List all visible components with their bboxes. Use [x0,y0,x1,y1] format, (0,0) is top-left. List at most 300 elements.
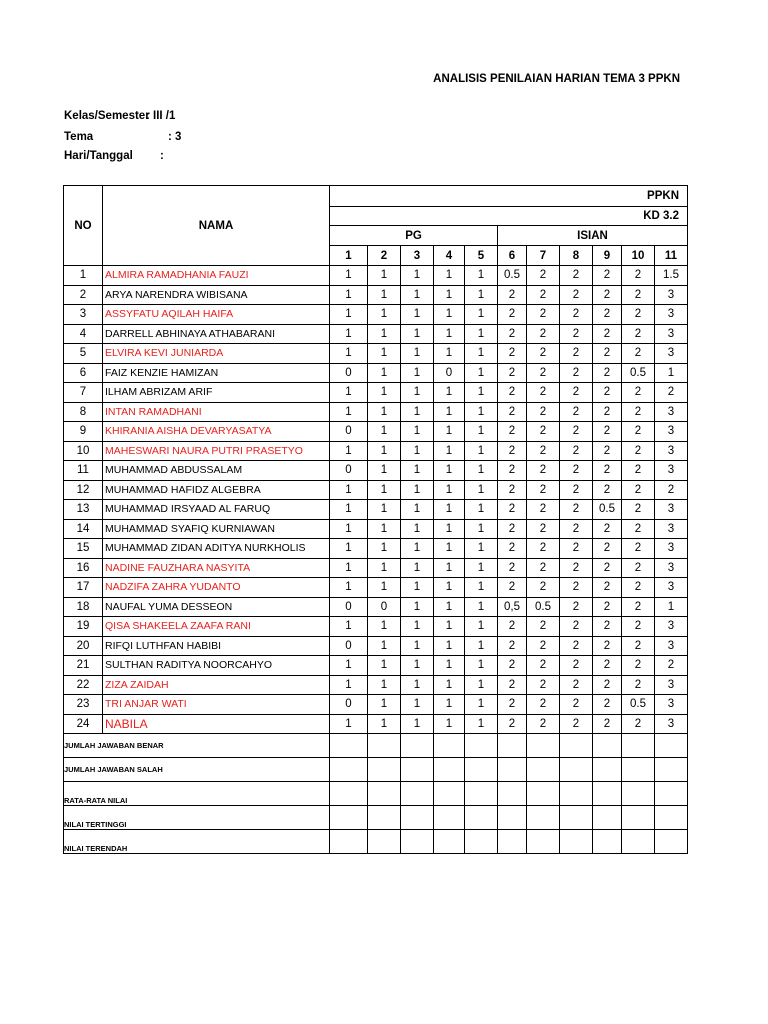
score-cell: 1 [434,324,465,344]
score-cell: 1 [465,539,498,559]
score-cell: 2 [622,441,655,461]
score-cell: 2 [527,305,560,325]
score-cell: 1 [401,266,434,286]
summary-cell [330,806,368,830]
score-cell: 2 [527,636,560,656]
score-cell: 2 [498,519,527,539]
score-cell: 2 [560,578,593,598]
score-cell: 1 [465,285,498,305]
score-cell: 2 [560,558,593,578]
kelas-label: Kelas/Semester [64,110,150,122]
student-number: 19 [64,617,103,637]
summary-row [64,734,688,758]
score-cell: 2 [498,675,527,695]
question-number-header: 10 [622,246,655,266]
summary-row [64,830,688,854]
page-title: ANALISIS PENILAIAN HARIAN TEMA 3 PPKN [433,73,680,85]
score-cell: 2 [498,539,527,559]
score-cell: 1 [465,266,498,286]
summary-cell [527,830,560,854]
score-cell: 2 [560,636,593,656]
score-cell: 1 [434,714,465,734]
summary-cell [593,806,622,830]
score-cell: 1 [368,266,401,286]
score-cell: 2 [622,480,655,500]
summary-cell [560,734,593,758]
score-cell: 1 [330,324,368,344]
score-cell: 0 [330,422,368,442]
summary-cell [655,830,688,854]
student-row [64,558,688,578]
question-number-header: 11 [655,246,688,266]
score-cell: 1 [401,344,434,364]
summary-row [64,806,688,830]
score-cell: 2 [593,578,622,598]
summary-cell [527,806,560,830]
score-cell: 1 [330,578,368,598]
score-cell: 1 [434,597,465,617]
score-cell: 2 [593,519,622,539]
summary-label: JUMLAH JAWABAN SALAH [64,758,330,782]
student-row [64,402,688,422]
student-number: 8 [64,402,103,422]
student-row [64,344,688,364]
score-cell: 1 [465,714,498,734]
student-row [64,363,688,383]
summary-cell [434,806,465,830]
score-cell: 3 [655,441,688,461]
score-cell: 1 [330,519,368,539]
summary-cell [401,758,434,782]
score-cell: 2 [527,285,560,305]
score-cell: 1 [368,402,401,422]
score-cell: 2 [593,656,622,676]
student-row [64,324,688,344]
score-cell: 1 [330,441,368,461]
summary-cell [330,734,368,758]
score-cell: 1 [655,363,688,383]
score-cell: 2 [560,675,593,695]
student-name: ZIZA ZAIDAH [103,675,330,695]
student-name: ALMIRA RAMADHANIA FAUZI [103,266,330,286]
student-name: KHIRANIA AISHA DEVARYASATYA [103,422,330,442]
score-cell: 2 [527,266,560,286]
score-cell: 1 [368,558,401,578]
student-number: 11 [64,461,103,481]
summary-row [64,758,688,782]
summary-cell [622,830,655,854]
score-cell: 1 [368,363,401,383]
score-cell: 2 [527,363,560,383]
summary-cell [498,782,527,806]
score-cell: 1 [368,519,401,539]
score-cell: 2 [560,441,593,461]
header-pg: PG [330,226,498,246]
score-cell: 1 [465,324,498,344]
score-cell: 1 [465,675,498,695]
score-cell: 1 [465,441,498,461]
score-cell: 1 [330,480,368,500]
score-cell: 2 [498,383,527,403]
student-row [64,617,688,637]
score-cell: 2 [622,539,655,559]
kelas-value: : III /1 [146,110,176,122]
score-cell: 1 [330,675,368,695]
score-cell: 1 [330,656,368,676]
summary-row [64,782,688,806]
student-row [64,578,688,598]
score-cell: 2 [498,480,527,500]
score-cell: 2 [655,480,688,500]
student-name: NADZIFA ZAHRA YUDANTO [103,578,330,598]
score-cell: 2 [527,656,560,676]
score-cell: 2 [622,558,655,578]
score-cell: 1 [434,422,465,442]
score-cell: 3 [655,402,688,422]
score-cell: 2 [622,344,655,364]
score-cell: 2 [527,324,560,344]
score-cell: 1 [465,422,498,442]
score-cell: 1 [434,285,465,305]
score-cell: 2 [498,461,527,481]
score-cell: 1 [401,383,434,403]
score-cell: 1 [434,558,465,578]
student-number: 4 [64,324,103,344]
summary-label: NILAI TERENDAH [64,830,330,854]
summary-cell [368,782,401,806]
summary-cell [655,758,688,782]
score-cell: 1 [368,539,401,559]
student-number: 21 [64,656,103,676]
score-cell: 2 [560,383,593,403]
summary-cell [560,806,593,830]
score-cell: 1 [434,519,465,539]
score-cell: 3 [655,285,688,305]
summary-cell [465,782,498,806]
score-cell: 2 [622,383,655,403]
score-cell: 2 [560,363,593,383]
score-cell: 2 [527,383,560,403]
student-name: RIFQI LUTHFAN HABIBI [103,636,330,656]
summary-cell [498,758,527,782]
score-cell: 1.5 [655,266,688,286]
score-cell: 1 [401,617,434,637]
hari-label: Hari/Tanggal [64,150,133,162]
score-cell: 2 [498,285,527,305]
summary-label: JUMLAH JAWABAN BENAR [64,734,330,758]
score-cell: 2 [560,305,593,325]
student-row [64,285,688,305]
score-cell: 2 [498,402,527,422]
score-cell: 1 [368,675,401,695]
score-cell: 2 [593,714,622,734]
score-cell: 2 [622,305,655,325]
score-cell: 2 [498,695,527,715]
score-cell: 2 [593,324,622,344]
student-number: 7 [64,383,103,403]
score-cell: 2 [593,675,622,695]
score-cell: 2 [593,695,622,715]
header-isian: ISIAN [498,226,688,246]
score-cell: 1 [434,636,465,656]
student-row [64,480,688,500]
summary-cell [622,806,655,830]
summary-cell [465,758,498,782]
score-cell: 1 [434,305,465,325]
score-cell: 2 [527,558,560,578]
score-cell: 1 [401,714,434,734]
summary-cell [527,734,560,758]
student-number: 3 [64,305,103,325]
score-cell: 1 [465,305,498,325]
score-cell: 3 [655,558,688,578]
student-row [64,422,688,442]
student-number: 22 [64,675,103,695]
score-cell: 1 [401,500,434,520]
score-cell: 1 [368,422,401,442]
score-cell: 3 [655,344,688,364]
score-cell: 0.5 [622,363,655,383]
summary-cell [368,758,401,782]
student-row [64,695,688,715]
score-cell: 1 [330,714,368,734]
score-cell: 1 [434,266,465,286]
score-cell: 1 [465,363,498,383]
score-cell: 2 [622,617,655,637]
student-number: 10 [64,441,103,461]
score-cell: 2 [498,500,527,520]
score-cell: 2 [593,539,622,559]
score-cell: 1 [434,344,465,364]
question-number-header: 8 [560,246,593,266]
score-cell: 2 [622,461,655,481]
student-name: MAHESWARI NAURA PUTRI PRASETYO [103,441,330,461]
score-cell: 1 [368,324,401,344]
score-cell: 1 [434,578,465,598]
score-cell: 1 [434,441,465,461]
question-number-header: 3 [401,246,434,266]
summary-cell [622,782,655,806]
score-cell: 1 [465,695,498,715]
score-cell: 2 [498,714,527,734]
student-name: MUHAMMAD SYAFIQ KURNIAWAN [103,519,330,539]
summary-cell [401,806,434,830]
student-number: 6 [64,363,103,383]
question-number-header: 1 [330,246,368,266]
score-cell: 1 [434,383,465,403]
score-cell: 1 [330,383,368,403]
score-cell: 3 [655,324,688,344]
score-cell: 0.5 [527,597,560,617]
student-name: ASSYFATU AQILAH HAIFA [103,305,330,325]
student-number: 23 [64,695,103,715]
score-cell: 2 [527,461,560,481]
score-cell: 1 [465,344,498,364]
question-number-header: 9 [593,246,622,266]
score-cell: 2 [527,500,560,520]
student-name: QISA SHAKEELA ZAAFA RANI [103,617,330,637]
question-number-header: 6 [498,246,527,266]
score-cell: 2 [527,539,560,559]
score-cell: 1 [465,558,498,578]
score-cell: 1 [368,617,401,637]
score-cell: 2 [498,441,527,461]
score-cell: 1 [368,305,401,325]
summary-cell [655,806,688,830]
score-cell: 2 [560,617,593,637]
student-name: ILHAM ABRIZAM ARIF [103,383,330,403]
summary-cell [368,734,401,758]
score-cell: 1 [401,402,434,422]
summary-cell [622,758,655,782]
score-cell: 1 [368,285,401,305]
score-cell: 2 [622,578,655,598]
student-number: 18 [64,597,103,617]
score-cell: 3 [655,636,688,656]
score-table [63,185,688,854]
student-name: NABILA [103,714,330,734]
score-cell: 1 [368,441,401,461]
score-cell: 3 [655,500,688,520]
score-cell: 2 [498,617,527,637]
score-cell: 1 [330,558,368,578]
student-row [64,539,688,559]
score-cell: 1 [401,285,434,305]
score-cell: 3 [655,461,688,481]
score-cell: 1 [330,285,368,305]
summary-label: RATA-RATA NILAI [64,782,330,806]
summary-cell [498,830,527,854]
student-name: DARRELL ABHINAYA ATHABARANI [103,324,330,344]
student-number: 20 [64,636,103,656]
score-cell: 3 [655,539,688,559]
score-cell: 1 [465,383,498,403]
score-cell: 3 [655,714,688,734]
score-cell: 1 [465,402,498,422]
score-cell: 1 [330,305,368,325]
score-cell: 1 [401,422,434,442]
header-nama: NAMA [103,186,330,266]
score-cell: 1 [434,675,465,695]
score-cell: 2 [560,461,593,481]
student-name: INTAN RAMADHANI [103,402,330,422]
score-cell: 2 [527,578,560,598]
student-name: ARYA NARENDRA WIBISANA [103,285,330,305]
score-cell: 1 [434,480,465,500]
student-number: 24 [64,714,103,734]
summary-cell [593,758,622,782]
student-row [64,383,688,403]
score-cell: 2 [527,695,560,715]
student-row [64,266,688,286]
score-cell: 1 [401,578,434,598]
student-number: 15 [64,539,103,559]
score-cell: 0 [330,461,368,481]
score-cell: 1 [401,695,434,715]
score-cell: 1 [368,383,401,403]
tema-line [64,131,182,143]
summary-cell [560,758,593,782]
score-cell: 1 [401,363,434,383]
score-cell: 1 [330,539,368,559]
score-cell: 0 [330,695,368,715]
score-cell: 2 [560,500,593,520]
score-cell: 1 [401,480,434,500]
summary-cell [655,782,688,806]
student-name: ELVIRA KEVI JUNIARDA [103,344,330,364]
score-cell: 1 [368,656,401,676]
score-cell: 1 [330,266,368,286]
score-cell: 2 [593,558,622,578]
score-cell: 2 [622,285,655,305]
score-cell: 2 [527,714,560,734]
score-cell: 1 [401,636,434,656]
score-cell: 2 [527,344,560,364]
student-number: 5 [64,344,103,364]
score-cell: 2 [593,363,622,383]
score-cell: 2 [560,656,593,676]
header-kd: KD 3.2 [330,207,688,226]
score-cell: 2 [593,285,622,305]
summary-cell [401,734,434,758]
score-cell: 2 [593,461,622,481]
score-cell: 2 [560,695,593,715]
score-cell: 2 [527,422,560,442]
summary-cell [465,830,498,854]
score-cell: 2 [593,344,622,364]
summary-cell [465,734,498,758]
score-cell: 2 [560,714,593,734]
score-cell: 2 [560,402,593,422]
score-cell: 1 [368,480,401,500]
score-cell: 2 [593,617,622,637]
score-cell: 0 [330,363,368,383]
student-name: MUHAMMAD ABDUSSALAM [103,461,330,481]
student-name: MUHAMMAD IRSYAAD AL FARUQ [103,500,330,520]
score-cell: 2 [622,324,655,344]
student-name: TRI ANJAR WATI [103,695,330,715]
score-cell: 2 [593,441,622,461]
score-cell: 1 [465,480,498,500]
score-cell: 2 [560,597,593,617]
score-cell: 1 [368,500,401,520]
score-cell: 2 [527,617,560,637]
student-row [64,305,688,325]
score-cell: 1 [465,461,498,481]
score-cell: 3 [655,617,688,637]
score-cell: 2 [593,305,622,325]
student-number: 1 [64,266,103,286]
score-cell: 1 [401,461,434,481]
score-cell: 2 [498,578,527,598]
score-cell: 2 [593,383,622,403]
summary-cell [368,806,401,830]
student-row [64,656,688,676]
student-row [64,461,688,481]
score-cell: 2 [622,500,655,520]
score-cell: 2 [560,539,593,559]
score-cell: 1 [465,519,498,539]
score-cell: 3 [655,519,688,539]
question-number-header: 4 [434,246,465,266]
score-cell: 2 [527,441,560,461]
score-cell: 1 [330,344,368,364]
score-cell: 3 [655,675,688,695]
student-number: 12 [64,480,103,500]
score-cell: 2 [560,324,593,344]
score-cell: 1 [434,500,465,520]
score-cell: 0 [434,363,465,383]
